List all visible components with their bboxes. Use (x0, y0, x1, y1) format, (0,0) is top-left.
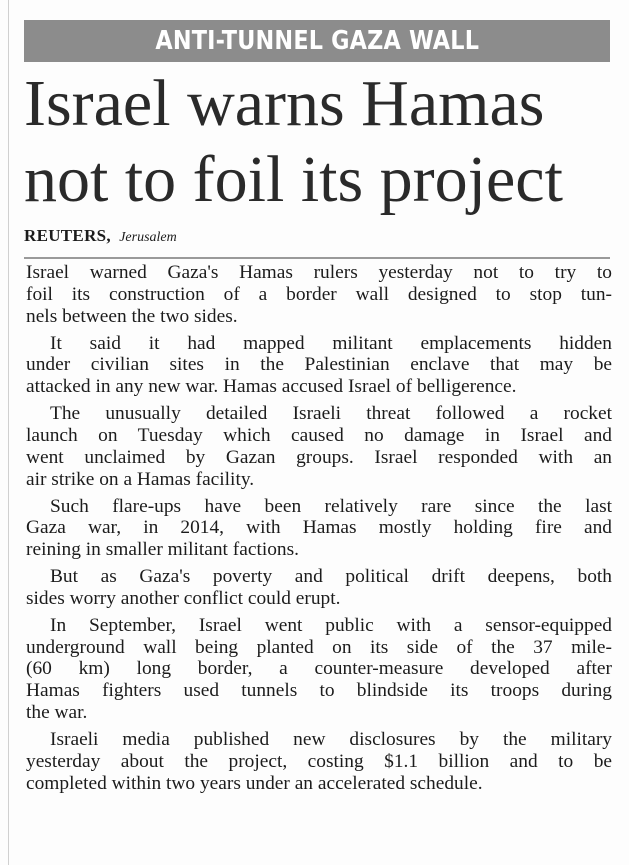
paragraph-line: Gaza war, in 2014, with Hamas mostly holding fire and (26, 517, 612, 539)
paragraph-line: But as Gaza's poverty and political drift deepens, both (50, 566, 612, 588)
paragraph-line: reining in smaller militant factions. (26, 539, 300, 561)
article-body (26, 262, 612, 800)
article-paragraph (26, 262, 612, 327)
paragraph-line: yesterday about the project, costing $1.1 billion and to be (26, 750, 612, 772)
paragraph-line: under civilian sites in the Palestinian enclave that may be (26, 354, 612, 376)
headline-line-1: Israel warns Hamas (24, 67, 545, 140)
paragraph-line: Hamas fighters used tunnels to blindside its troops during (26, 680, 612, 702)
paragraph-line: underground wall being planted on its side of the 37 mile- (26, 636, 612, 658)
paragraph-line: In September, Israel went public with a sensor-equipped (50, 614, 612, 636)
paragraph-line: the war. (26, 702, 88, 724)
paragraph-line: (60 km) long border, a counter-measure developed after (26, 658, 612, 680)
paragraph-line: Such flare-ups have been relatively rare since the last (50, 495, 612, 517)
paragraph-line: air strike on a Hamas facility. (26, 468, 255, 490)
article-paragraph (26, 729, 612, 794)
paragraph-line: launch on Tuesday which caused no damage in Israel and (26, 424, 612, 446)
byline (24, 226, 177, 246)
paragraph-line: nels between the two sides. (26, 305, 238, 327)
paragraph-line: Israeli media published new disclosures by the military (50, 729, 612, 751)
column-rule (8, 0, 9, 865)
byline-dateline: Jerusalem (119, 230, 177, 245)
article-paragraph (26, 333, 612, 398)
paragraph-line: went unclaimed by Gazan groups. Israel responded with an (26, 446, 612, 468)
article-paragraph (26, 496, 612, 561)
article-paragraph (26, 615, 612, 724)
paragraph-line: attacked in any new war. Hamas accused Israel of belligerence. (26, 376, 517, 398)
headline (24, 66, 614, 218)
article-paragraph (26, 566, 612, 610)
paragraph-line: completed within two years under an accelerated schedule. (26, 772, 483, 794)
divider-rule (24, 257, 610, 259)
paragraph-line: The unusually detailed Israeli threat followed a rocket (50, 403, 612, 425)
article-paragraph (26, 403, 612, 490)
paragraph-line: sides worry another conflict could erupt. (26, 587, 341, 609)
paragraph-line: foil its construction of a border wall designed to stop tun- (26, 283, 612, 305)
paragraph-line: Israel warned Gaza's Hamas rulers yesterday not to try to (26, 262, 612, 283)
byline-agency: REUTERS, (24, 226, 111, 245)
headline-line-2: not to foil its project (24, 143, 563, 216)
kicker-banner (24, 20, 610, 62)
kicker-text: ANTI-TUNNEL GAZA WALL (155, 26, 479, 56)
paragraph-line: It said it had mapped militant emplacements hidden (50, 332, 612, 354)
